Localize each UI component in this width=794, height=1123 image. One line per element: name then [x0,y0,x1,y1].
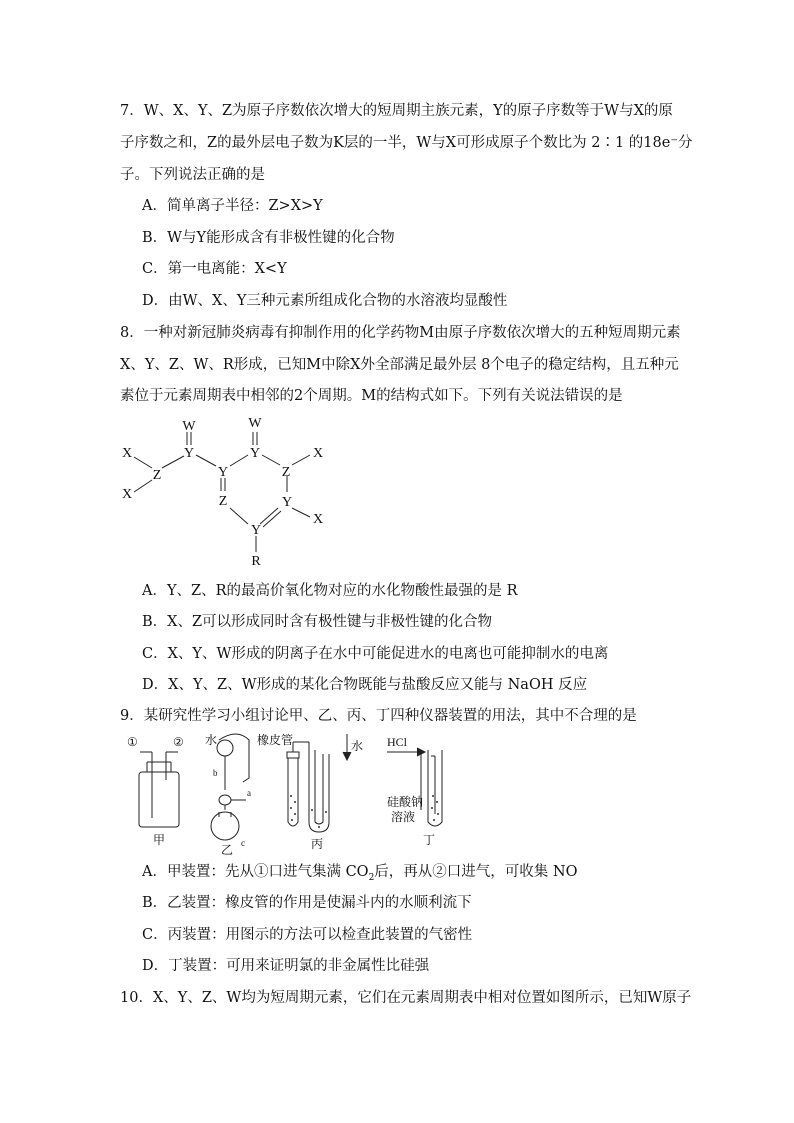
q8-stem-line2: X、Y、Z、W、R形成，已知M中除X外全部满足最外层 8个电子的稳定结构，且五种元 [120,357,679,373]
q7-option-c: C．第一电离能：X<Y [142,261,287,277]
yi-valve-a: a [247,788,251,798]
yi-label: 乙 [221,843,234,855]
q8-option-d: D．X、Y、Z、W形成的某化合物既能与盐酸反应又能与 NaOH 反应 [142,677,588,693]
atom-y5: Y [250,523,262,538]
q7-stem-line3: 子。下列说法正确的是 [120,167,265,183]
apparatus-figure [125,730,465,855]
atom-w2: W [248,416,262,431]
atom-z2: Z [281,465,291,480]
q9-option-a-post: 后，再从②口进气，可收集 NO [374,864,578,880]
bing-label: 丙 [311,837,324,851]
q7-option-b: B．W与Y能形成含有非极性键的化合物 [142,230,395,246]
atom-r: R [251,554,261,569]
atom-w1: W [182,419,196,434]
jia-port-2: ② [173,735,184,749]
atom-x3: X [312,446,324,461]
atom-y2: Y [249,446,261,461]
q8-stem-line3: 素位于元素周期表中相邻的2个周期。M的结构式如下。下列有关说法错误的是 [120,388,623,404]
q7-stem-line2: 子序数之和，Z的最外层电子数为K层的一半，W与X可形成原子个数比为 2∶1 的18e⁻分 [120,135,693,151]
q8-option-b: B．X、Z可以形成同时含有极性键与非极性键的化合物 [142,614,493,630]
q10-stem-line1: 10．X、Y、Z、W均为短周期元素，它们在元素周期表中相对位置如图所示，已知W原子 [120,990,692,1006]
q9-option-a [142,862,577,888]
atom-y1: Y [183,446,195,461]
atom-x2: X [121,487,133,502]
q7-stem-line1: 7．W、X、Y、Z为原子序数依次增大的短周期主族元素，Y的原子序数等于W与X的原 [120,103,673,119]
q9-option-c: C．丙装置：用图示的方法可以检查此装置的气密性 [142,927,473,943]
atom-z1: Z [152,468,162,483]
bing-water: 水 [351,739,364,753]
jia-port-1: ① [127,735,138,749]
q9-option-a-pre: A．甲装置：先从①口进气集满 CO [142,864,369,880]
ding-solution-1: 硅酸钠 [387,795,424,809]
atom-x4: X [312,512,324,527]
yi-c: c [241,838,245,848]
ding-hcl: HCl [387,735,408,749]
atom-x1: X [121,446,133,461]
atom-y4: Y [281,495,293,510]
q8-option-c: C．X、Y、W形成的阴离子在水中可能促进水的电离也可能抑制水的电离 [142,646,609,662]
q7-option-a: A．简单离子半径：Z>X>Y [142,198,323,214]
yi-rubber-tube: 橡皮管 [257,733,294,747]
jia-label: 甲 [153,833,166,847]
q9-stem: 9．某研究性学习小组讨论甲、乙、丙、丁四种仪器装置的用法，其中不合理的是 [120,708,637,724]
q8-stem-line1: 8．一种对新冠肺炎病毒有抑制作用的化学药物M由原子序数依次增大的五种短周期元素 [120,325,681,341]
yi-valve-b: b [213,768,218,778]
ding-label: 丁 [423,833,436,847]
atom-z3: Z [218,494,228,509]
q9-option-a-sub: 2 [368,872,375,883]
structural-formula-M [110,410,340,570]
q7-option-d: D．由W、X、Y三种元素所组成化合物的水溶液均显酸性 [142,293,508,309]
q8-option-a: A．Y、Z、R的最高价氧化物对应的水化物酸性最强的是 R [142,583,518,599]
atom-y3: Y [217,465,229,480]
yi-water: 水 [205,733,218,747]
q9-option-d: D．丁装置：可用来证明氯的非金属性比硅强 [142,958,430,974]
ding-solution-2: 溶液 [391,810,416,824]
q9-option-b: B．乙装置：橡皮管的作用是使漏斗内的水顺利流下 [142,895,472,911]
